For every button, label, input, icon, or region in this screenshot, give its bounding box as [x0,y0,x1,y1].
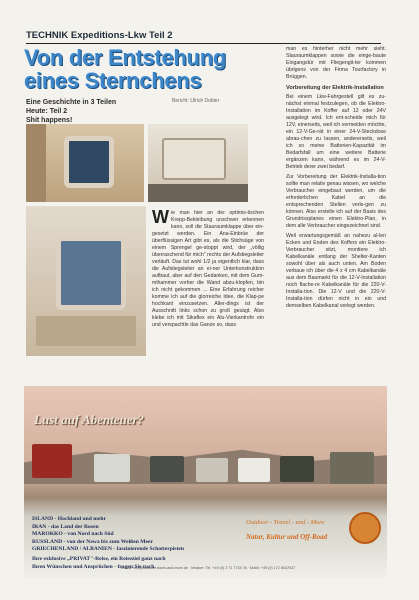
byline: Bericht: Ulrich Dobler [172,98,220,104]
truck-dark-2 [280,456,314,482]
advert-note-line-1: Ihre exklusive „PRIVAT"-Reise, ein Reiseziel ganz nach [32,556,166,562]
photo-window-shelter [26,124,144,202]
hatch-frame [162,138,226,180]
truck-dark [150,456,184,482]
column-2-text-4: Weil erwartungsgemäß an nahezu al-len Ecken und Enden des Koffers ein Elektro-Verbraucher sitzt, montiere ich Kabelkanäle entlang der Shelter-Kanten sowohl über als auch unten. Am Boden verbaue ich über die 4 x 4 cm Kabelkanäle aus dem Baumarkt für die 12-V-Installation noch flache-re Kabelkanäle für die 220-V-Installa-tion. Die 12-V und die 220-V-Installa-tion dürfen nicht in ein und demselben Kabelkanal verlegt werden. [286,233,386,309]
section-header: TECHNIK Expeditions-Lkw Teil 2 [26,30,173,41]
title-line-1: Von der Entstehung [24,45,226,70]
travel-advert [24,386,387,578]
interior-wall [36,316,136,346]
column-1-text: ie man hier an der optimis-tischen Krepp-Bekleibung unschwer erkennen kann, soll die Stauraumklappe über ein-gesetzt werden. Ein Ana-Einbrüe der überflüssigen Art gibt es, als die Stichsäge von einem Sprengel ge-stoppt wird, der „völlig überraschend für mich" rechts der Aufstiegsleiter verläuft. Das tut wohl 1/2 ja eigentlich klar, dass die Aufstiegsleiter an ei-ner Unterkonstruktion aufbaut, aber auf den Gedanken, mit dem Gum-mihammer vorher die Wand abzu-klopfen, bin ich nicht gekommen ... Eine Erfahrung reicher komme ich auf die glorreiche Idee, die Klap-pe hochkant einzusetzen. Aller-dings ist der Ausschnitt links schon zu groß gesägt. Also klebe ich mit Sikaflex ein Alu-Vierkantrohr ein und verspachtle das Ganze so, dass [152,210,264,328]
shelter-edge [26,124,46,202]
article-column-1 [152,207,264,329]
company-logo-icon [349,512,381,544]
column-2-text-2: Bei einem Lkw-Fahrgestell gilt es zu-nächst einmal festzulegen, ob die Elektro-Installation im Koffer auf 12 oder 24V ausgelegt wird. Ich ent-scheide mich für 12V, einerseits, weil ich vermeiden möchte, ein 12-V-Ge-rät in einer 24-V-Steckdose abrau-chen zu lassen, andererseits, weil ich so meine Batterien-Kapazität im Bedarfsfall um eine weitere Batterie ergänzen kann, während es im 24-V-Betrieb derer zwei bedarf. [286,94,386,170]
advert-title: Lust auf Abenteuer? [34,412,145,427]
truck-silver [196,458,228,482]
advert-footer: E-Mail: info@outdoor-travel-and-more.de · Inhaber: Tel. +49 (0) 2 71 7734 76 · Mobil: +49 (0) 172 8437637 [120,566,296,570]
truck-white [94,454,130,482]
header-rule [26,43,381,44]
subtitle-line-2: Heute: Teil 2 [26,108,68,115]
route-list [32,516,184,554]
advert-note-line-2: Ihren Wünschen und Ansprüchen - fragen Sie nach. [32,563,156,570]
window-frame [64,136,114,188]
truck-lower [148,184,248,202]
photo-window-inside [26,206,146,356]
article-subtitle [26,98,116,125]
drop-cap: W [152,207,169,227]
subtitle-line-3: Shit happens! [26,117,73,124]
article-title [24,46,274,92]
company-tagline: Natur, Kultur und Off-Road [246,533,328,541]
photo-storage-hatch [148,124,248,202]
truck-red [32,444,72,478]
route-item: IRAN - das Land der Rosen [32,523,99,530]
truck-white-2 [238,458,270,482]
route-item: ISLAND - Hochland und mehr [32,516,106,522]
column-2-text-3: Zur Vorbereitung der Elektrik-Installa-tion sollte man relativ genau wissen, wo welche Verbraucher eingebaut werden, um die erforderlichen Kabel an die entsprechenden Stellen verle-gen zu können. Also erstelle ich auf der Basis des Grundrissplanes einen Elektro-Plan, in dem alle Verbraucher eingezeichnet sind. [286,174,386,229]
subtitle-line-1: Eine Geschichte in 3 Teilen [26,99,117,106]
column-2-subhead: Vorbereitung der Elektrik-Installation [286,85,384,91]
route-item: MAROKKO - von Nord nach Süd [32,531,114,538]
window-frame-large [56,236,126,310]
route-item: RUSSLAND - von der Newa bis zum Weißen Meer [32,538,153,545]
route-item: GRIECHENLAND / ALBANIEN - faszinierende Schotterpisten [32,546,185,553]
title-line-2: eines Sternchens [24,68,202,93]
article-column-2 [286,46,386,310]
company-logo-text: Outdoor - Travel - und - More [246,519,325,526]
truck-large [330,452,374,484]
column-2-text-1: man es hinterher nicht mehr sieht. Stauraumklappen sowie die einge-baute Eingangstür mit Fliegengit-ter kommen übrigens von der Firma Tourfactory in Brüggen. [286,46,386,80]
